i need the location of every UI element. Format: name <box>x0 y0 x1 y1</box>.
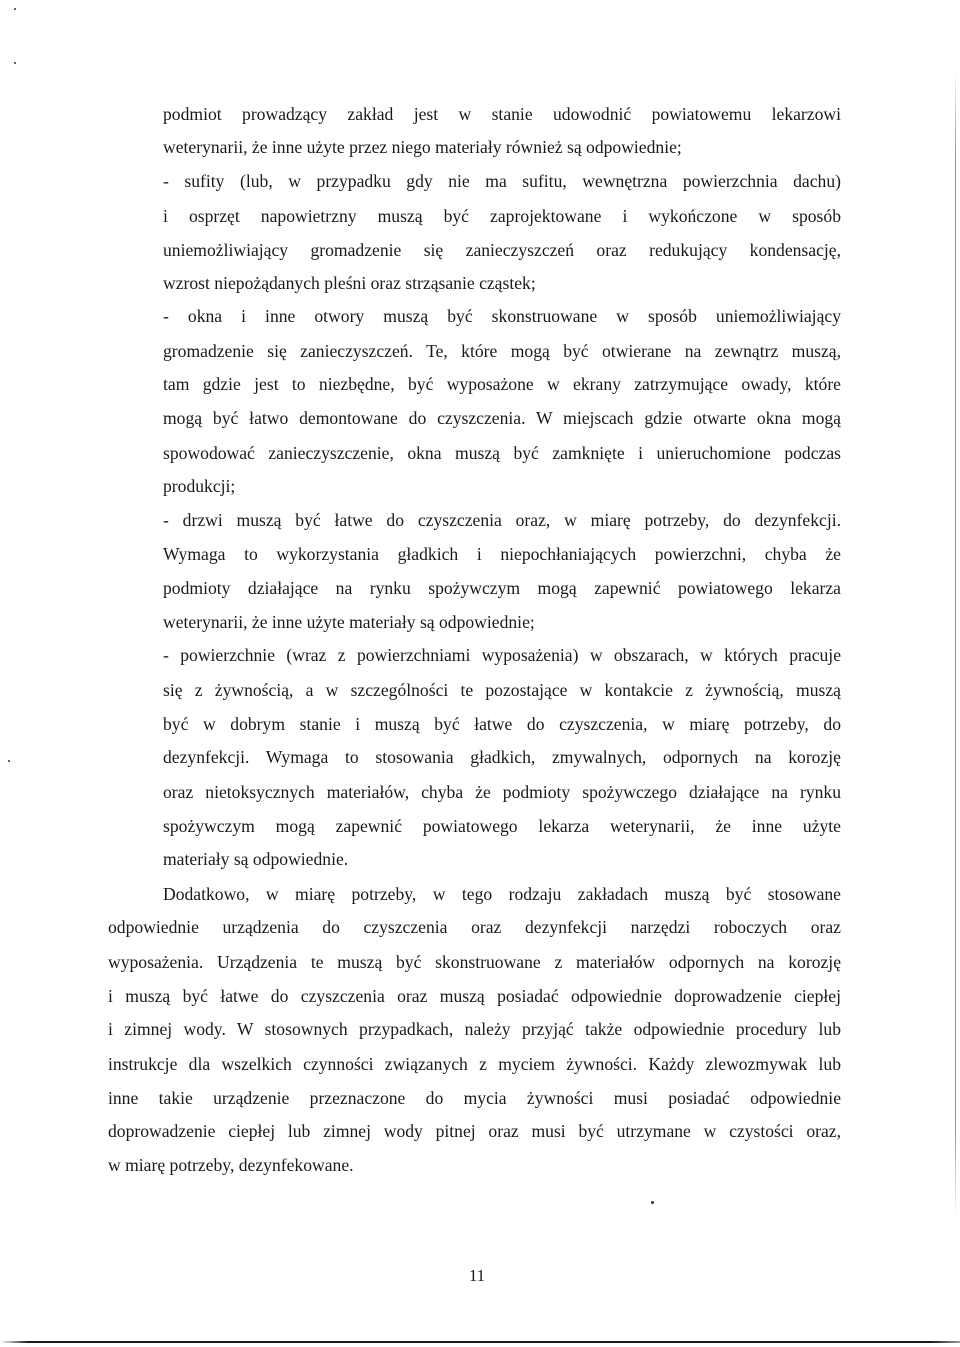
text-line: instrukcje dla wszelkich czynności związanych z myciem żywności. Każdy zlewozmywak lub <box>108 1054 841 1074</box>
text-line: i muszą być łatwe do czyszczenia oraz muszą posiadać odpowiednie doprowadzenie ciepłej <box>108 986 841 1006</box>
text-line: tam gdzie jest to niezbędne, być wyposażone w ekrany zatrzymujące owady, które <box>163 374 841 394</box>
text-line: weterynarii, że inne użyte przez niego materiały również są odpowiednie; <box>163 137 682 157</box>
text-line: w miarę potrzeby, dezynfekowane. <box>108 1155 354 1175</box>
text-line: produkcji; <box>163 476 236 496</box>
text-line: inne takie urządzenie przeznaczone do mycia żywności musi posiadać odpowiednie <box>108 1088 841 1108</box>
text-line: odpowiednie urządzenia do czyszczenia oraz dezynfekcji narzędzi roboczych oraz <box>108 917 841 937</box>
text-line: - sufity (lub, w przypadku gdy nie ma sufitu, wewnętrzna powierzchnia dachu) <box>163 171 841 191</box>
text-line: uniemożliwiający gromadzenie się zanieczyszczeń oraz redukujący kondensację, <box>163 240 841 260</box>
text-line: Dodatkowo, w miarę potrzeby, w tego rodzaju zakładach muszą być stosowane <box>163 884 841 904</box>
bottom-border-line <box>0 1341 960 1343</box>
text-line: spowodować zanieczyszczenie, okna muszą być zamknięte i unieruchomione podczas <box>163 443 841 463</box>
text-line: - powierzchnie (wraz z powierzchniami wyposażenia) w obszarach, w których pracuje <box>163 645 841 665</box>
page-number: 11 <box>468 1266 486 1285</box>
text-line: materiały są odpowiednie. <box>163 849 349 869</box>
text-line: się z żywnością, a w szczególności te pozostające w kontakcie z żywnością, muszą <box>163 680 841 700</box>
text-line: i osprzęt napowietrzny muszą być zaprojektowane i wykończone w sposób <box>163 206 841 226</box>
text-line: i zimnej wody. W stosownych przypadkach, należy przyjąć także odpowiednie procedury lub <box>108 1019 841 1039</box>
text-line: mogą być łatwo demontowane do czyszczenia. W miejscach gdzie otwarte okna mogą <box>163 408 841 428</box>
text-line: oraz nietoksycznych materiałów, chyba że podmioty spożywczego działające na rynku <box>163 782 841 802</box>
text-line: - okna i inne otwory muszą być skonstruowane w sposób uniemożliwiający <box>163 306 841 326</box>
scan-speck <box>8 760 10 762</box>
scan-speck <box>651 1201 654 1204</box>
text-line: spożywczym mogą zapewnić powiatowego lekarza weterynarii, że inne użyte <box>163 816 841 836</box>
text-line: weterynarii, że inne użyte materiały są odpowiednie; <box>163 612 535 632</box>
scan-speck <box>14 8 16 10</box>
text-line: Wymaga to wykorzystania gładkich i niepochłaniających powierzchni, chyba że <box>163 544 841 564</box>
text-line: wzrost niepożądanych pleśni oraz strząsanie cząstek; <box>163 273 536 293</box>
scan-edge-shadow <box>955 68 956 1218</box>
scan-speck <box>14 62 16 64</box>
text-line: być w dobrym stanie i muszą być łatwe do czyszczenia, w miarę potrzeby, do <box>163 714 841 734</box>
text-line: podmiot prowadzący zakład jest w stanie udowodnić powiatowemu lekarzowi <box>163 104 841 124</box>
text-line: wyposażenia. Urządzenia te muszą być skonstruowane z materiałów odpornych na korozję <box>108 952 841 972</box>
text-line: dezynfekcji. Wymaga to stosowania gładkich, zmywalnych, odpornych na korozję <box>163 747 841 767</box>
text-line: - drzwi muszą być łatwe do czyszczenia oraz, w miarę potrzeby, do dezynfekcji. <box>163 510 841 530</box>
text-line: doprowadzenie ciepłej lub zimnej wody pitnej oraz musi być utrzymane w czystości oraz, <box>108 1121 841 1141</box>
text-line: podmioty działające na rynku spożywczym mogą zapewnić powiatowego lekarza <box>163 578 841 598</box>
text-line: gromadzenie się zanieczyszczeń. Te, które mogą być otwierane na zewnątrz muszą, <box>163 341 841 361</box>
